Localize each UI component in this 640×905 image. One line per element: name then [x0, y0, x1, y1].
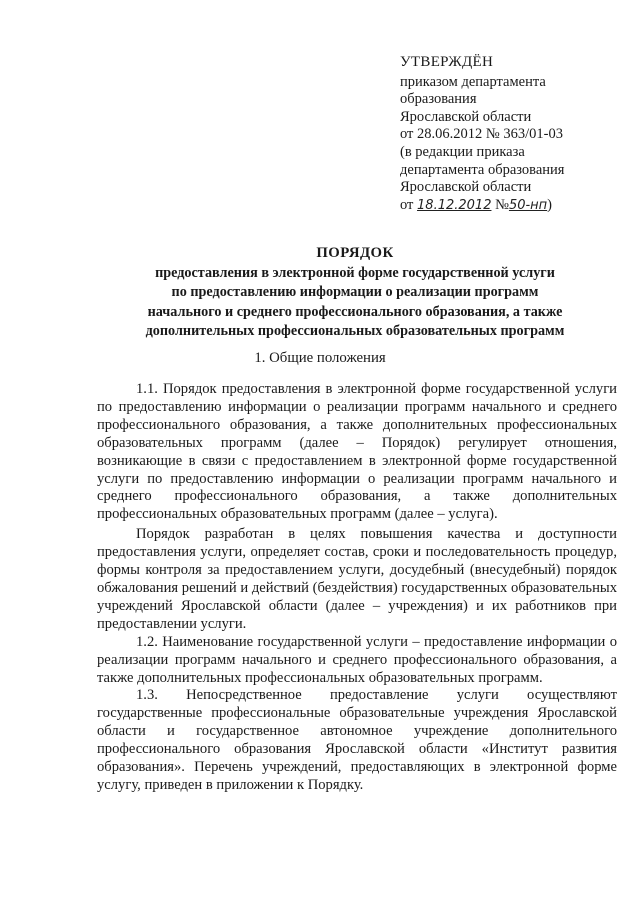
approval-line: приказом департамента [400, 73, 546, 90]
number-sign: № [495, 196, 509, 213]
approval-line: образования [400, 91, 477, 108]
section-heading: 1. Общие положения [254, 350, 386, 366]
document-title-block [70, 244, 640, 341]
title-line: по предоставлению информации о реализации программ [171, 284, 539, 301]
document-title: ПОРЯДОК [316, 245, 394, 261]
document-body [97, 381, 617, 795]
approval-stamp: УТВЕРЖДЁН [400, 54, 494, 70]
approval-line: Ярославской области [400, 108, 532, 125]
paragraph: 1.1. Порядок предоставления в электронной форме государственной услуги по предоставлению информации о реализации программ начального и среднего профессионального образования, а также дополнительных профессиональных образовательных программ (далее – Порядок) регулирует отношения, возникающие в связи с предоставлением в электронной форме государственной услуги по предоставлению информации о реализации программ начального и среднего профессионального образования, а также дополнительных профессиональных образовательных программ (далее – услуга). [97, 381, 617, 523]
approval-line: от 28.06.2012 № 363/01-03 [400, 126, 563, 143]
title-line: дополнительных профессиональных образовательных программ [145, 322, 565, 339]
handwritten-number: 50-нп [508, 197, 548, 213]
amendment-suffix: ) [547, 196, 553, 213]
title-line: предоставления в электронной форме государственной услуги [155, 265, 555, 282]
approval-line: департамента образования [400, 161, 565, 178]
paragraph: 1.3. Непосредственное предоставление услуги осуществляют государственные профессиональные образовательные учреждения Ярославской области и государственное автономное учреждение дополнительного профессионального образования Ярославской области «Институт развития образования». Перечень учреждений, предоставляющих в электронной форме услугу, приведен в приложении к Порядку. [97, 687, 617, 793]
handwritten-date: 18.12.2012 [417, 197, 492, 213]
title-line: начального и среднего профессионального образования, а также [147, 303, 563, 320]
approval-line: (в редакции приказа [400, 143, 525, 160]
approval-line: Ярославской области [400, 179, 532, 196]
amendment-line [400, 197, 630, 215]
approval-stamp-block [400, 54, 630, 214]
paragraph: 1.2. Наименование государственной услуги – предоставление информации о реализации программ начального и среднего профессионального образования, а также дополнительных профессиональных образовательных программ. [97, 633, 617, 686]
paragraph: Порядок разработан в целях повышения качества и доступности предоставления услуги, определяет состав, сроки и последовательность процедур, формы контроля за предоставлением услуги, досудебный (внесудебный) порядок обжалования решений и действий (бездействия) государственных образовательных учреждений Ярославской области (далее – учреждения) и их работников при предоставлении услуги. [97, 526, 617, 632]
amendment-prefix: от [400, 196, 414, 213]
